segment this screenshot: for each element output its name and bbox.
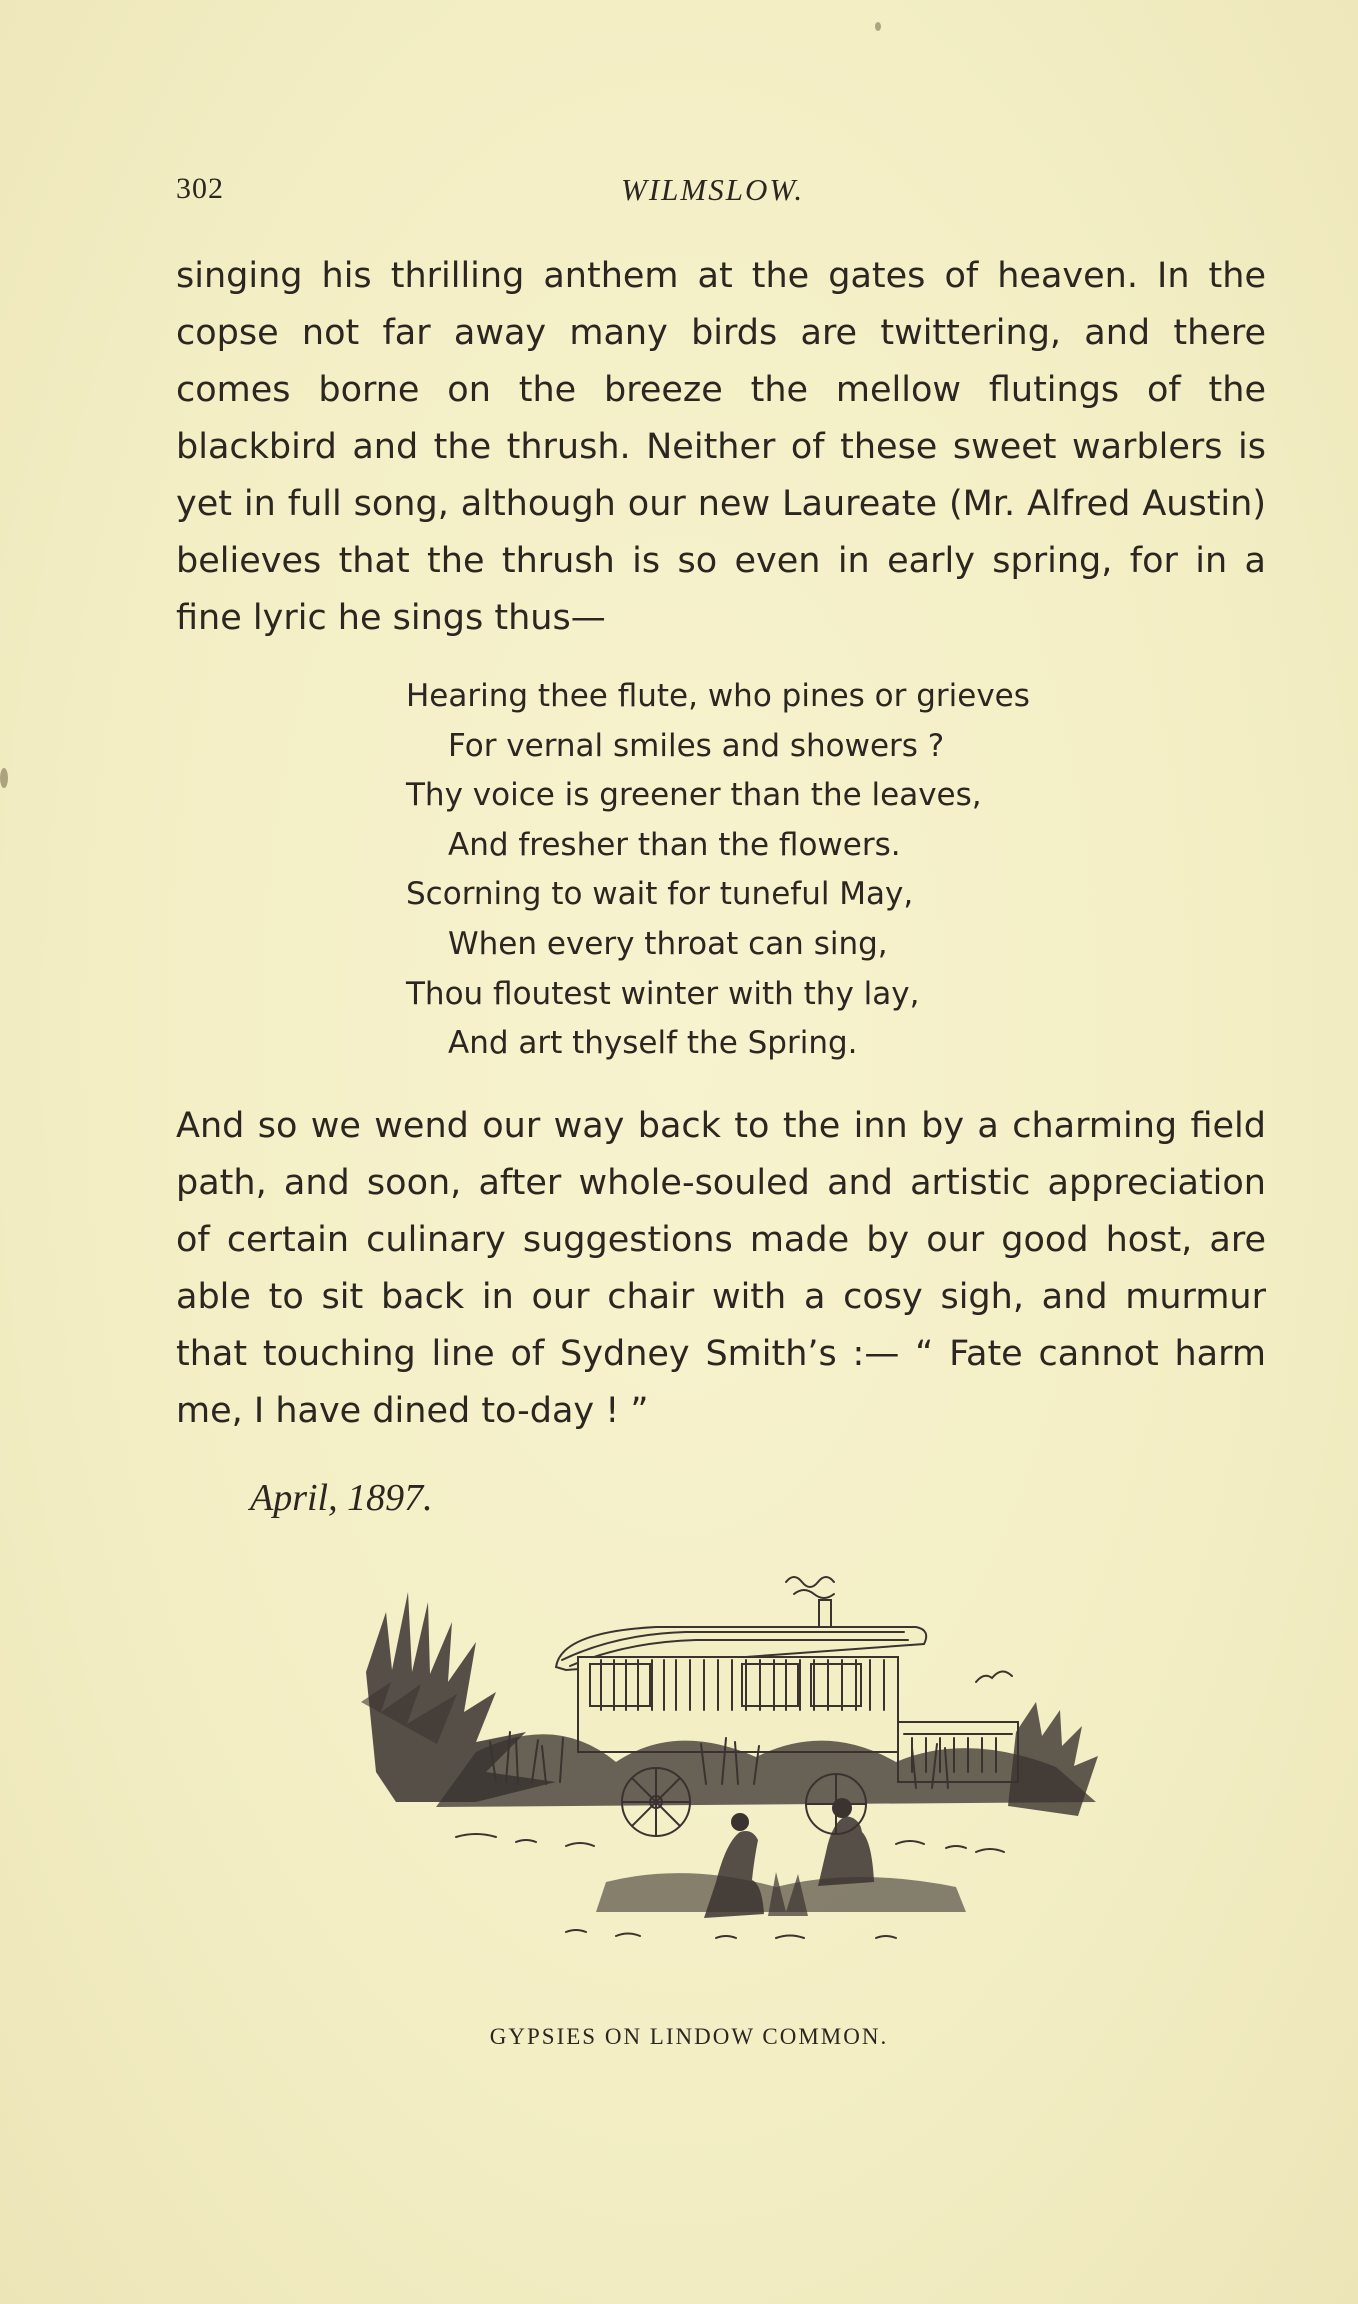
running-head xyxy=(176,172,1266,216)
poem-quotation xyxy=(406,672,1166,1069)
paper-speck xyxy=(0,768,8,788)
dateline: April, 1897. xyxy=(250,1477,433,1519)
poem-line: Hearing thee flute, who pines or grieves xyxy=(406,678,1030,714)
poem-line: Thy voice is greener than the leaves, xyxy=(406,777,982,814)
running-title: WILMSLOW. xyxy=(621,172,805,207)
paper-speck xyxy=(875,22,881,31)
poem-line: For vernal smiles and showers ? xyxy=(448,727,945,764)
gypsy-caravan-engraving xyxy=(356,1552,1106,2022)
poem-line: Scorning to wait for tuneful May, xyxy=(406,876,914,913)
illustration-caption: GYPSIES ON LINDOW COMMON. xyxy=(489,2024,889,2049)
poem-line: And art thyself the Spring. xyxy=(448,1025,858,1062)
paragraph-2: And so we wend our way back to the inn by a charming field path, and soon, after whole-souled and artistic appreciation of certain culinary suggestions made by our good host, are able to sit back in our chair with a cosy sigh, and murmur that touching line of Sydney Smith’s :— “ Fate cannot harm me, I have dined to-day ! ” xyxy=(176,1106,1266,1431)
paragraph-1: singing his thrilling anthem at the gates of heaven. In the copse not far away many birds are twittering, and there comes borne on the breeze the mellow flutings of the blackbird and the thrush. Neither of these sweet warblers is yet in full song, although our new Laureate (Mr. Alfred Austin) believes that the thrush is so even in early spring, for in a fine lyric he sings thus— xyxy=(176,256,1266,638)
page-number: 302 xyxy=(176,172,224,205)
poem-line: And fresher than the flowers. xyxy=(448,826,901,863)
poem-line: Thou floutest winter with thy lay, xyxy=(406,975,920,1012)
poem-line: When every throat can sing, xyxy=(448,925,888,962)
